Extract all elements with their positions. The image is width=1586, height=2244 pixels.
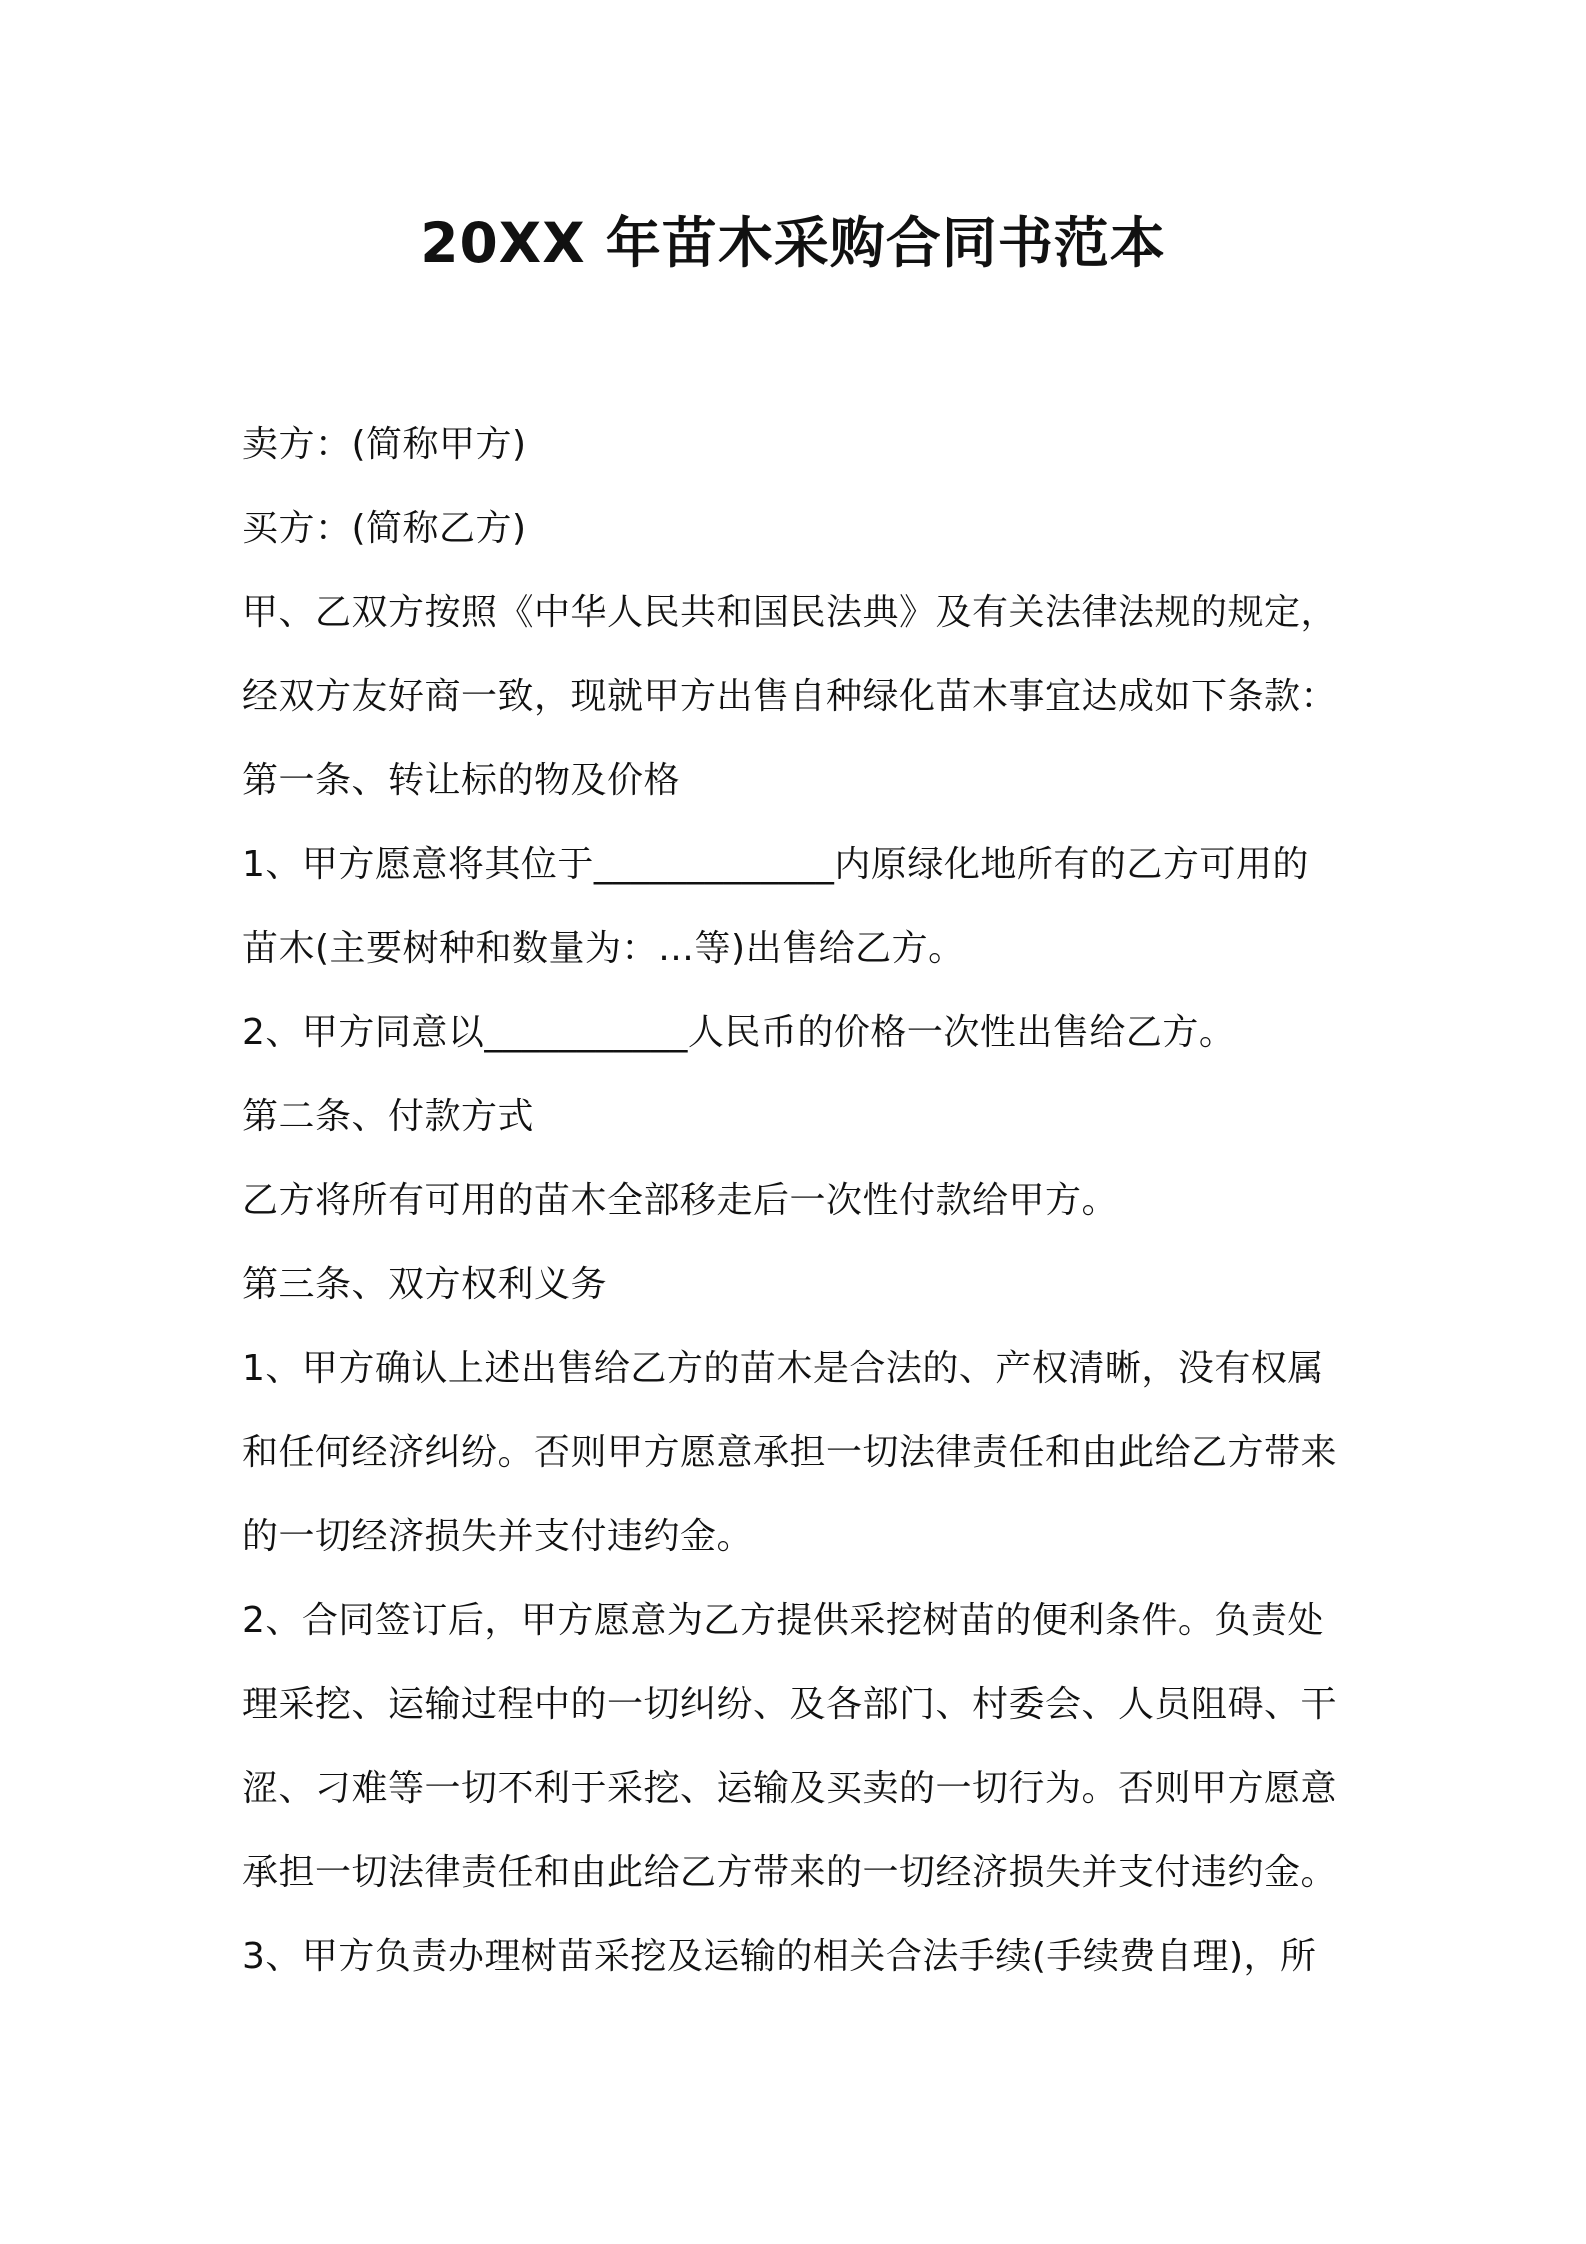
preamble-line-2: 经双方友好商一致，现就甲方出售自种绿化苗木事宜达成如下条款：: [242, 676, 1338, 717]
article-1-clause-1-line-2: 苗木(主要树种和数量为：…等)出售给乙方。: [242, 928, 965, 969]
article-3-clause-3-line-1: 3、甲方负责办理树苗采挖及运输的相关合法手续(手续费自理)，所: [242, 1936, 1317, 1977]
article-1-heading: 第一条、转让标的物及价格: [242, 760, 681, 801]
article-3-heading: 第三条、双方权利义务: [242, 1264, 608, 1305]
article-3-clause-1-line-3: 的一切经济损失并支付违约金。: [242, 1516, 754, 1557]
preamble-line-1: 甲、乙双方按照《中华人民共和国民法典》及有关法律法规的规定，: [242, 592, 1338, 633]
article-3-clause-2-line-1: 2、合同签订后，甲方愿意为乙方提供采挖树苗的便利条件。负责处: [242, 1600, 1324, 1641]
article-3-clause-1-line-2: 和任何经济纠纷。否则甲方愿意承担一切法律责任和由此给乙方带来: [242, 1432, 1338, 1473]
article-1-clause-2: 2、甲方同意以___________人民币的价格一次性出售给乙方。: [242, 1012, 1236, 1053]
article-3-clause-2-line-3: 涩、刁难等一切不利于采挖、运输及买卖的一切行为。否则甲方愿意: [242, 1768, 1338, 1809]
buyer-line: 买方：(简称乙方): [242, 508, 527, 549]
document-body: [242, 403, 1352, 1999]
document-title: 20XX 年苗木采购合同书范本: [420, 211, 1166, 275]
article-2-text: 乙方将所有可用的苗木全部移走后一次性付款给甲方。: [242, 1180, 1119, 1221]
article-2-heading: 第二条、付款方式: [242, 1096, 535, 1137]
article-3-clause-2-line-2: 理采挖、运输过程中的一切纠纷、及各部门、村委会、人员阻碍、干: [242, 1684, 1338, 1725]
seller-line: 卖方：(简称甲方): [242, 424, 527, 465]
article-1-clause-1-line-1: 1、甲方愿意将其位于_____________内原绿化地所有的乙方可用的: [242, 844, 1309, 885]
article-3-clause-1-line-1: 1、甲方确认上述出售给乙方的苗木是合法的、产权清晰，没有权属: [242, 1348, 1324, 1389]
article-3-clause-2-line-4: 承担一切法律责任和由此给乙方带来的一切经济损失并支付违约金。: [242, 1852, 1338, 1893]
